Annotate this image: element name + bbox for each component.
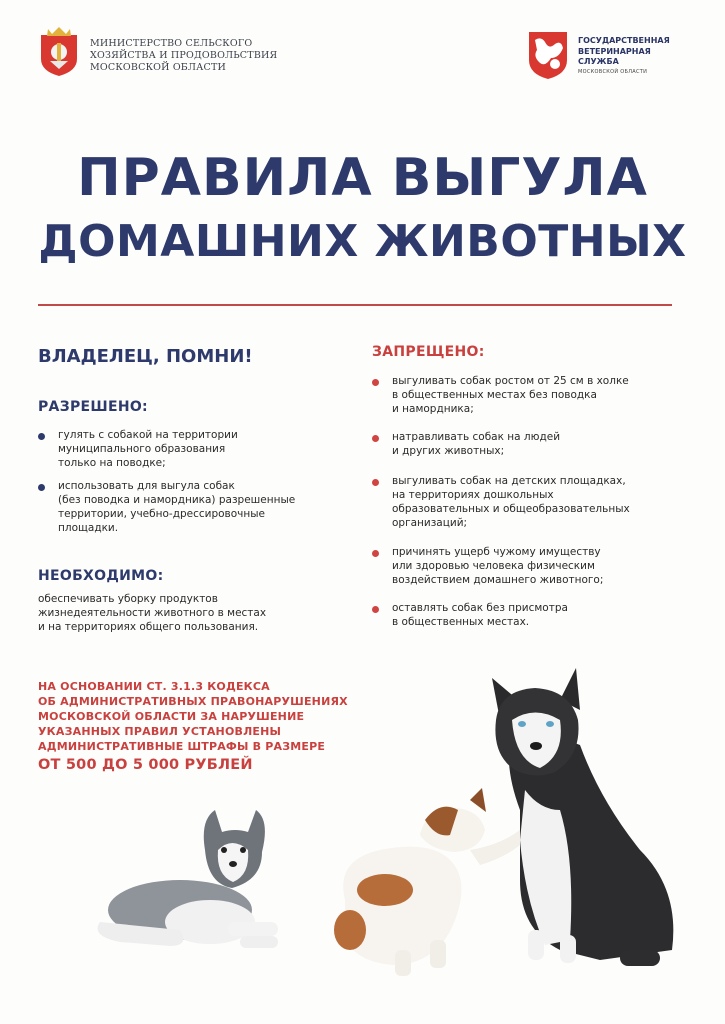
item-line: натравливать собак на людей: [392, 431, 561, 443]
fine-line: ОБ АДМИНИСТРАТИВНЫХ ПРАВОНАРУШЕНИЯХ: [38, 695, 348, 708]
allowed-heading: РАЗРЕШЕНО:: [38, 399, 148, 415]
vet-region: МОСКОВСКОЙ ОБЛАСТИ: [578, 68, 648, 75]
allowed-item: [58, 479, 295, 535]
fine-line: УКАЗАННЫХ ПРАВИЛ УСТАНОВЛЕНЫ: [38, 725, 282, 738]
item-line: оставлять собак без присмотра: [392, 602, 568, 614]
husky-puppy-image: [98, 810, 279, 948]
item-line: выгуливать собак ростом от 25 см в холке: [392, 375, 629, 387]
item-line: обеспечивать уборку продуктов: [38, 593, 218, 605]
item-line: только на поводке;: [58, 457, 166, 469]
forbidden-item: [392, 601, 568, 629]
item-line: жизнедеятельности животного в местах: [38, 607, 267, 619]
page-title-line2: ДОМАШНИХ ЖИВОТНЫХ: [38, 216, 687, 267]
item-line: гулять с собакой на территории: [58, 429, 238, 441]
ministry-line: МОСКОВСКОЙ ОБЛАСТИ: [90, 62, 227, 73]
ministry-name: [90, 38, 290, 74]
title-divider: [38, 304, 672, 306]
vet-line: ВЕТЕРИНАРНАЯ: [578, 46, 651, 56]
ministry-line: МИНИСТЕРСТВО СЕЛЬСКОГО: [90, 38, 253, 49]
item-line: воздействием домашнего животного;: [392, 574, 604, 586]
bullet-icon: [38, 484, 45, 491]
bullet-icon: [372, 479, 379, 486]
item-line: организаций;: [392, 517, 468, 529]
bullet-icon: [372, 435, 379, 442]
vet-line: СЛУЖБА: [578, 57, 619, 66]
item-line: образовательных и общеобразовательных: [392, 503, 630, 515]
item-line: территории, учебно-дрессировочные: [58, 508, 265, 520]
forbidden-item: [392, 474, 630, 530]
item-line: площадки.: [58, 522, 119, 534]
required-heading: НЕОБХОДИМО:: [38, 568, 164, 584]
item-line: выгуливать собак на детских площадках,: [392, 475, 626, 487]
forbidden-item: [392, 374, 629, 416]
moscow-oblast-coat-of-arms-icon: [38, 25, 80, 77]
item-line: и на территориях общего пользования.: [38, 621, 259, 633]
item-line: или здоровью человека физическим: [392, 560, 595, 572]
required-text: [38, 592, 266, 634]
item-line: причинять ущерб чужому имуществу: [392, 546, 601, 558]
forbidden-item: [392, 430, 560, 458]
fine-line: НА ОСНОВАНИИ СТ. 3.1.3 КОДЕКСА: [38, 680, 270, 693]
vet-line: ГОСУДАРСТВЕННАЯ: [578, 36, 670, 45]
forbidden-heading: ЗАПРЕЩЕНО:: [372, 344, 485, 360]
page-title-line1: ПРАВИЛА ВЫГУЛА: [77, 148, 648, 208]
item-line: в общественных местах.: [392, 616, 530, 628]
item-line: и других животных;: [392, 445, 505, 457]
bullet-icon: [372, 379, 379, 386]
ministry-line: ХОЗЯЙСТВА И ПРОДОВОЛЬСТВИЯ: [90, 50, 278, 61]
item-line: использовать для выгула собак: [58, 480, 235, 492]
veterinary-service-name: [578, 36, 718, 76]
owner-heading: ВЛАДЕЛЕЦ, ПОМНИ!: [38, 346, 253, 367]
item-line: в общественных местах без поводка: [392, 389, 597, 401]
husky-adult-image: [492, 668, 673, 966]
item-line: муниципального образования: [58, 443, 226, 455]
dogs-illustration: [0, 660, 725, 1024]
fine-line: МОСКОВСКОЙ ОБЛАСТИ ЗА НАРУШЕНИЕ: [38, 710, 305, 723]
bullet-icon: [38, 433, 45, 440]
fine-amount: ОТ 500 ДО 5 000 РУБЛЕЙ: [38, 757, 253, 773]
allowed-item: [58, 428, 238, 470]
item-line: и намордника;: [392, 403, 474, 415]
fine-line: АДМИНИСТРАТИВНЫЕ ШТРАФЫ В РАЗМЕРЕ: [38, 740, 326, 753]
veterinary-service-emblem-icon: [525, 28, 571, 80]
forbidden-item: [392, 545, 603, 587]
item-line: на территориях дошкольных: [392, 489, 554, 501]
jack-russell-image: [334, 788, 528, 976]
bullet-icon: [372, 606, 379, 613]
bullet-icon: [372, 550, 379, 557]
item-line: (без поводка и намордника) разрешенные: [58, 494, 296, 506]
